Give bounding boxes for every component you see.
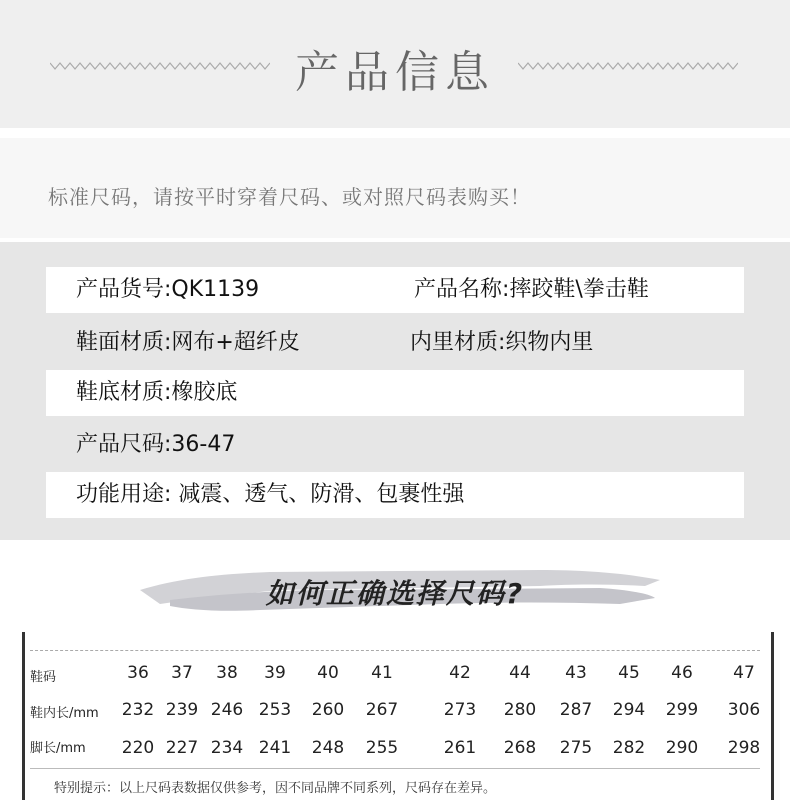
table-divider-top <box>30 650 760 651</box>
table-cell: 38 <box>216 663 238 683</box>
page-title: 产品信息 <box>295 47 495 98</box>
table-cell: 36 <box>127 663 149 683</box>
table-cell: 45 <box>618 663 640 683</box>
info-row-size <box>46 422 744 468</box>
table-cell: 227 <box>165 738 199 758</box>
table-cell: 260 <box>311 700 345 720</box>
size-guide-title: 如何正确选择尺码? <box>265 577 525 610</box>
table-cell: 46 <box>671 663 693 683</box>
info-row-materials <box>46 320 744 366</box>
table-cell: 43 <box>565 663 587 683</box>
table-cell: 261 <box>443 738 477 758</box>
table-border-left <box>22 632 25 800</box>
table-cell: 253 <box>258 700 292 720</box>
sole-material: 鞋底材质:橡胶底 <box>76 380 238 405</box>
table-divider-bottom <box>30 768 760 769</box>
table-cell: 241 <box>258 738 292 758</box>
table-cell: 40 <box>317 663 339 683</box>
table-cell: 267 <box>365 700 399 720</box>
table-cell: 39 <box>264 663 286 683</box>
table-cell: 239 <box>165 700 199 720</box>
table-cell: 47 <box>733 663 755 683</box>
table-cell: 287 <box>559 700 593 720</box>
table-cell: 294 <box>612 700 646 720</box>
table-cell: 299 <box>665 700 699 720</box>
row-label-inner-length: 鞋内长/mm <box>30 706 99 721</box>
row-label-foot-length: 脚长/mm <box>30 741 86 756</box>
product-function: 功能用途: 减震、透气、防滑、包裹性强 <box>76 482 465 507</box>
info-row-function <box>46 472 744 518</box>
upper-material: 鞋面材质:网布+超纤皮 <box>76 330 300 355</box>
size-disclaimer: 特别提示：以上尺码表数据仅供参考，因不同品牌不同系列，尺码存在差异。 <box>54 781 497 796</box>
table-cell: 220 <box>121 738 155 758</box>
table-cell: 298 <box>727 738 761 758</box>
table-cell: 273 <box>443 700 477 720</box>
info-row-item-number <box>46 267 744 313</box>
table-cell: 275 <box>559 738 593 758</box>
table-cell: 248 <box>311 738 345 758</box>
table-cell: 232 <box>121 700 155 720</box>
table-cell: 42 <box>449 663 471 683</box>
table-cell: 41 <box>371 663 393 683</box>
lining-material: 内里材质:织物内里 <box>410 330 594 355</box>
table-cell: 44 <box>509 663 531 683</box>
table-cell: 234 <box>210 738 244 758</box>
table-cell: 282 <box>612 738 646 758</box>
zigzag-divider-right <box>518 60 738 72</box>
size-notice: 标准尺码，请按平时穿着尺码、或对照尺码表购买！ <box>48 185 531 209</box>
table-border-right <box>771 632 774 800</box>
product-size: 产品尺码:36-47 <box>76 432 236 457</box>
product-name: 产品名称:摔跤鞋\拳击鞋 <box>414 277 649 302</box>
info-row-sole <box>46 370 744 416</box>
row-label-shoe-size: 鞋码 <box>30 670 57 685</box>
table-cell: 280 <box>503 700 537 720</box>
table-cell: 37 <box>171 663 193 683</box>
table-cell: 268 <box>503 738 537 758</box>
item-number: 产品货号:QK1139 <box>76 277 260 302</box>
table-cell: 306 <box>727 700 761 720</box>
table-cell: 255 <box>365 738 399 758</box>
table-cell: 290 <box>665 738 699 758</box>
table-cell: 246 <box>210 700 244 720</box>
